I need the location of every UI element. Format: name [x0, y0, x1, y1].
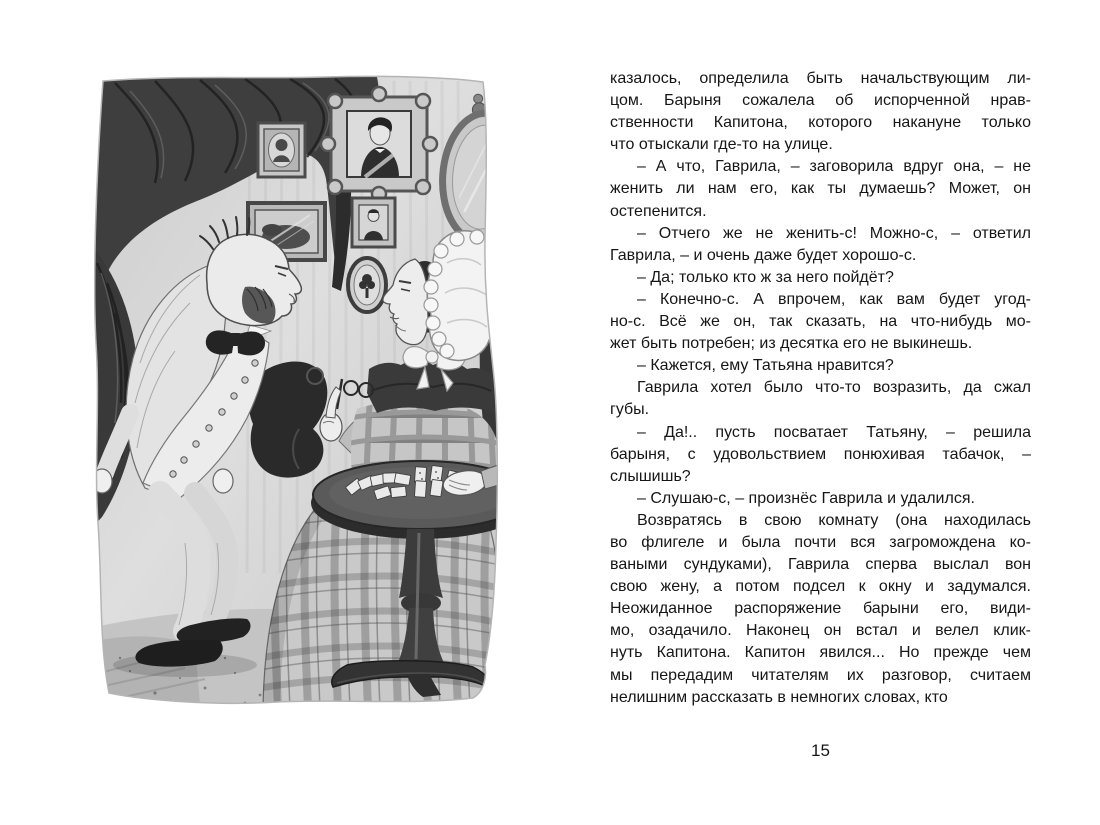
text-line: – Да; только кто ж за него пойдёт? [637, 268, 894, 286]
paragraph [610, 267, 1031, 289]
text-line: – Да!.. пусть посватает Татьяну, – решила [637, 423, 1031, 441]
text-line: – Отчего же не женить-с! Можно-с, – ответил [637, 224, 1031, 242]
paragraph [610, 488, 1031, 510]
text-line: – А что, Гаврила, – заговорила вдруг она, – не [637, 158, 1031, 176]
text-line: слышишь? [610, 467, 691, 485]
text-line: свою жену, а потом подсел к окну и задумался. [610, 578, 1031, 596]
text-line: Возвратясь в свою комнату (она находилась [637, 511, 1031, 529]
text-line: но-с. Всё же он, так сказать, на что-нибудь мо- [610, 313, 1031, 331]
text-line: остепенится. [610, 202, 707, 220]
text-line: ственности Капитона, которого накануне только [610, 114, 1031, 132]
paragraph [610, 355, 1031, 377]
paragraph [610, 422, 1031, 488]
illustration-mumu-scene [85, 73, 500, 713]
text-line: ваными сундуками), Гаврила сперва выслал вон [610, 556, 1031, 574]
paragraph [610, 289, 1031, 355]
text-line: цом. Барыня сожалела об испорченной нрав- [610, 92, 1031, 110]
paragraph [610, 223, 1031, 267]
silhouette-oval-frame [348, 258, 386, 312]
text-line: мы передадим читателям их разговор, считаем [610, 666, 1031, 684]
text-line: что отыскали где-то на улице. [610, 136, 833, 154]
text-line: – Кажется, ему Татьяна нравится? [637, 357, 894, 375]
text-column [610, 68, 1031, 709]
text-line: – Конечно-с. А впрочем, как вам будет угод- [637, 290, 1031, 308]
text-line: мо, озадачило. Наконец он встал и велел клик- [610, 622, 1031, 640]
text-line: Неожиданное распоряжение барыни его, види- [610, 600, 1031, 618]
text-line: Гаврила хотел было что-то возразить, да сжал [637, 379, 1031, 397]
portrait-frame-small-man [352, 198, 395, 247]
text-line: женить ли нам его, как ты думаешь? Может, он [610, 180, 1031, 198]
text-line: нуть Капитона. Капитон явился... Но прежде чем [610, 644, 1031, 662]
illustration [85, 73, 500, 713]
paragraph [610, 377, 1031, 421]
paragraph [610, 156, 1031, 222]
page-number: 15 [811, 741, 830, 760]
text-line: нелишним рассказать в немногих словах, кто [610, 688, 948, 706]
text-line: губы. [610, 401, 650, 419]
portrait-frame-ornate-officer [321, 87, 437, 201]
portrait-frame-oval-lady [258, 123, 305, 177]
text-line: во флигеле и была почти вся загромождена ко- [610, 533, 1031, 551]
text-line: жет быть потребен; из десятка его не выкинешь. [610, 335, 973, 353]
text-line: Гаврила, – и очень даже будет хорошо-с. [610, 246, 917, 264]
paragraph [610, 510, 1031, 709]
text-line: барыня, с удовольствием понюхивая табачок, – [610, 445, 1031, 463]
paragraph [610, 68, 1031, 156]
text-line: казалось, определила быть начальствующим ли- [610, 70, 1031, 87]
text-line: – Слушаю-с, – произнёс Гаврила и удалился. [637, 489, 975, 507]
